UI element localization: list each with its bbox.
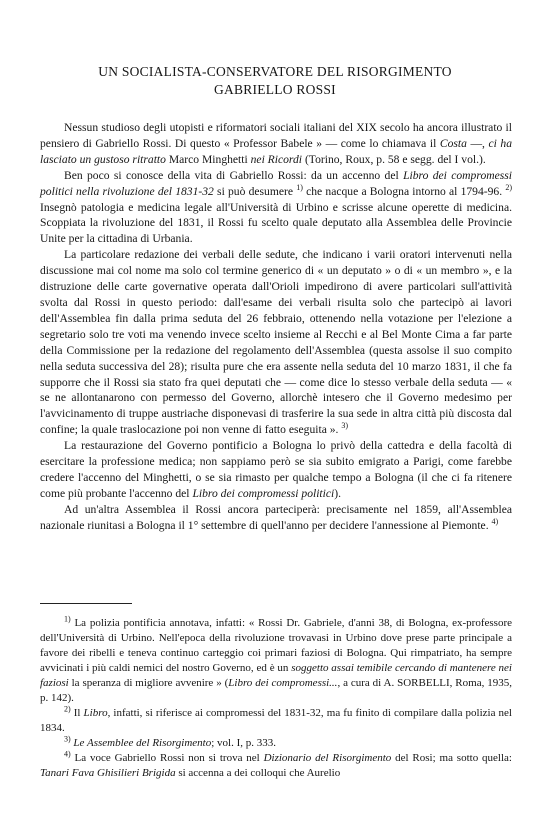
text-run: —, bbox=[466, 136, 489, 150]
paragraph bbox=[40, 247, 512, 438]
text-run: La restaurazione del Governo pontificio a Bologna lo privò della cattedra e della facoltà di esercitare la professione medica; non sappiamo però se sia subito emigrato a Parigi, come farebbe credere l'accenno del Minghetti, o se sia rimasto per qualche tempo a Bologna (il che ci fa ritenere come più probante l'accenno del bbox=[40, 439, 512, 500]
footnote-text: la speranza di migliore avvenire » ( bbox=[68, 677, 229, 689]
text-run: Ben poco si conosce della vita di Gabriello Rossi: da un accenno del bbox=[64, 168, 404, 182]
text-run: Insegnò patologia e medicina legale all'Università di Urbino e scrisse alcune operette di medicina. Scoppiata la rivoluzione del 1831, il Rossi fu scelto quale deputato alla Assemblea delle Provincie Unite per la cittadina di Urbania. bbox=[40, 200, 512, 246]
italic-text: Dizionario del Risorgimento bbox=[263, 752, 392, 764]
note-reference: 2) bbox=[505, 182, 513, 192]
italic-text: Libro dei compromessi politici nella rivoluzione del 1831-32 bbox=[40, 168, 512, 198]
italic-text: Costa bbox=[439, 136, 467, 150]
footnote bbox=[40, 616, 512, 706]
italic-text: ci ha lasciato un gustoso ritratto bbox=[40, 136, 512, 166]
text-run: Ad un'altra Assemblea il Rossi ancora parteciperà: precisamente nel 1859, all'Assemblea nazionale riunitasi a Bologna il 1° settembre di quell'anno per decidere l'annessione al Piemonte. bbox=[40, 502, 512, 532]
article-title-line-2: GABRIELLO ROSSI bbox=[214, 82, 336, 97]
note-reference: 1) bbox=[64, 614, 71, 624]
italic-text: Libro dei compromessi politici bbox=[192, 486, 335, 500]
footnote-text: del Rosi; ma sotto quella: bbox=[391, 752, 512, 764]
paragraph bbox=[40, 168, 512, 248]
italic-text: Libro dei compromessi... bbox=[228, 677, 338, 689]
footnote-text: La polizia pontificia annotava, infatti: « Rossi Dr. Gabriele, d'anni 38, di Bologna, ex-professore dell'Università di Urbino. Nell'epoca della rivoluzione trovavasi in Urbino dove prese parte principale a favore dei ribelli e teneva continuo carteggio coi primari faziosi di Bologna. Qui rimpatriato, ha sempre avvicinati i più caldi nemici del nostro Governo, ed è un bbox=[40, 617, 512, 674]
footnote-text: , infatti, si riferisce ai compromessi del 1831-32, ma fu finito di compilare dalla polizia nel 1834. bbox=[40, 707, 512, 734]
text-run: Nessun studioso degli utopisti e riformatori sociali italiani del XIX secolo ha ancora illustrato il pensiero di Gabriello Rossi. Di questo « Professor Babele » — come lo chiamava il bbox=[40, 121, 512, 150]
paragraph bbox=[40, 438, 512, 502]
note-reference: 4) bbox=[64, 749, 71, 759]
footnotes bbox=[40, 616, 512, 781]
italic-text: Tanari Fava Ghisilieri Brigida bbox=[40, 767, 176, 779]
text-run: ). bbox=[334, 486, 342, 500]
article-body bbox=[40, 120, 512, 534]
footnote bbox=[40, 751, 512, 781]
note-reference: 2) bbox=[64, 704, 71, 714]
footnote-text: ; vol. I, p. 333. bbox=[211, 737, 276, 749]
footnote-text: Il bbox=[70, 707, 84, 719]
footnote-text: La voce Gabriello Rossi non si trova nel bbox=[70, 752, 264, 764]
paragraph bbox=[40, 120, 512, 168]
footnote bbox=[40, 706, 512, 736]
note-reference: 3) bbox=[341, 421, 349, 431]
note-reference: 1) bbox=[296, 182, 303, 192]
footnote-text: , a cura di A. SORBELLI, Roma, 1935, p. 142). bbox=[40, 677, 512, 704]
footnote bbox=[40, 736, 512, 751]
footnote-separator bbox=[40, 603, 132, 604]
note-reference: 4) bbox=[491, 516, 499, 526]
text-run: (Torino, Roux, p. 58 e segg. del I vol.). bbox=[302, 152, 486, 166]
italic-text: nei Ricordi bbox=[250, 152, 303, 166]
italic-text: Le Assemblee del Risorgimento bbox=[73, 737, 212, 749]
text-run: La particolare redazione dei verbali delle sedute, che indicano i varii oratori intervenuti nella discussione mai col nome ma solo col termine generico di « un deputato » o di « un membro », e la distruzione delle carte governative operata dall'Orioli impedirono di avere particolari sull'attività svolta dal Rossi in questo periodo: dall'esame dei verbali risulta solo che partecipò ai lavori dell'Assemblea fin dalla prima seduta del 26 febbraio, ottenendo nella votazione per l'elezione a segretario solo tre voti ma venendo invece scelto insieme al Recchi e al Bel Monte Cima a far parte della Commissione per la redazione del regolamento dell'Assemblea (questa assolse il suo compito nella seduta successiva del 28); risulta pure che era assente nella seduta del 10 marzo 1831, il che fa supporre che il Rossi sia stato fra quei deputati che — come dice lo stesso verbale della seduta — « se ne allontanarono con permesso del Governo, allorchè intesero che il Governo medesimo per l'avvicinamento di truppe austriache disponevasi di trasferire la sua sede in altra città più discosta dal confine; la quale traslocazione poi non venne di fatto eseguita ». bbox=[40, 248, 512, 437]
italic-text: soggetto assai temibile cercando di mantenere nei faziosi bbox=[40, 662, 512, 689]
article-title-line-1: UN SOCIALISTA-CONSERVATORE DEL RISORGIMENTO bbox=[98, 64, 452, 79]
text-run: Marco Minghetti bbox=[165, 152, 251, 166]
italic-text: Libro bbox=[83, 707, 108, 719]
text-run: che nacque a Bologna intorno al 1794-96. bbox=[302, 184, 506, 198]
footnote-text: si accenna a dei colloqui che Aurelio bbox=[175, 767, 341, 779]
text-run: si può desumere bbox=[213, 184, 297, 198]
note-reference: 3) bbox=[64, 734, 71, 744]
paragraph bbox=[40, 502, 512, 534]
